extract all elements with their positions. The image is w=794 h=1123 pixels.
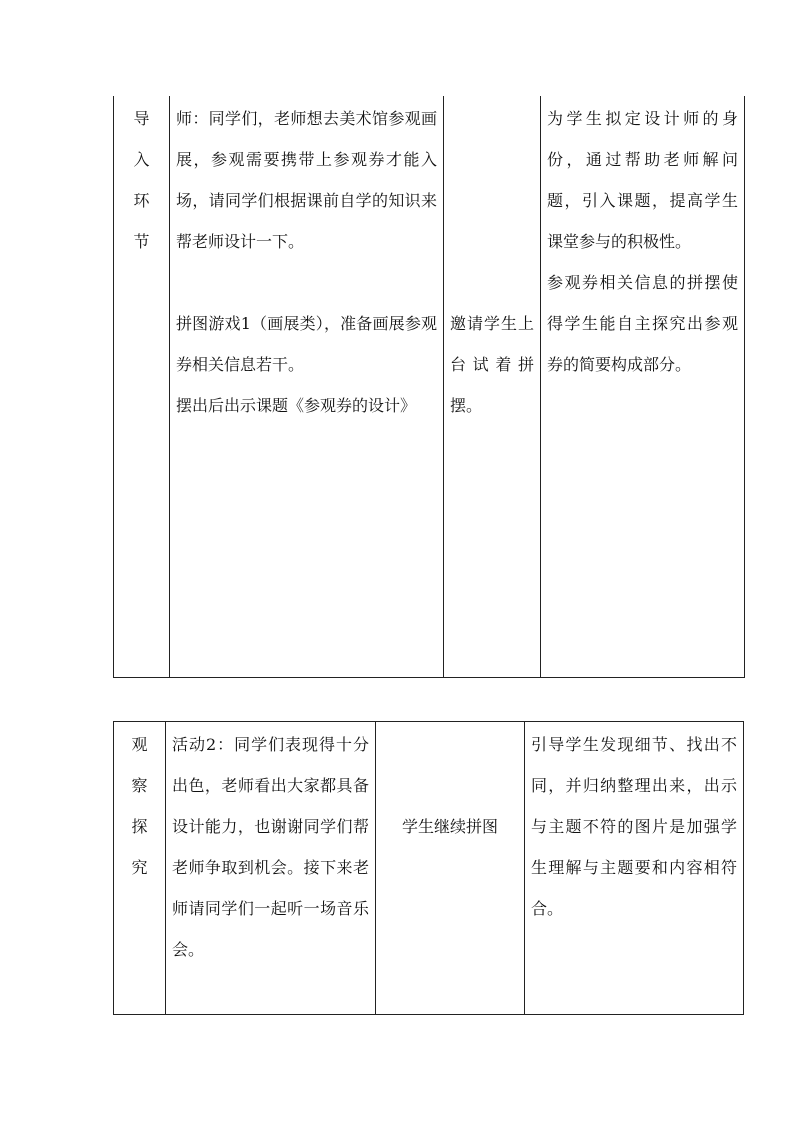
design-intent-text: 引导学生发现细节、找出不同，并归纳整理出来，出示与主题不符的图片是加强学生理解与主题要和内容相符合。 — [531, 735, 737, 918]
teacher-activity-text: 活动2：同学们表现得十分出色，老师看出大家都具备设计能力，也谢谢同学们帮老师争取到机会。接下来老师请同学们一起听一场音乐会。 — [172, 735, 369, 959]
design-intent-text: 为学生拟定设计师的身份，通过帮助老师解问题，引入课题，提高学生课堂参与的积极性。 — [547, 109, 738, 251]
teacher-activity-cell — [166, 722, 376, 1015]
design-intent-text: 参观券相关信息的拼摆使得学生能自主探究出参观券的简要构成部分。 — [547, 273, 738, 374]
table-row — [114, 96, 745, 678]
stage-cell — [114, 722, 166, 1015]
stage-char: 导 — [133, 109, 150, 128]
stage-label — [120, 98, 163, 262]
lesson-table-intro — [113, 96, 745, 678]
spacer — [176, 262, 437, 303]
stage-char: 观 — [131, 735, 148, 754]
student-activity-text: 学生继续拼图 — [401, 817, 498, 836]
student-activity-cell — [376, 722, 525, 1015]
lesson-table-observe — [113, 721, 744, 1015]
stage-char: 探 — [131, 817, 148, 836]
design-intent-cell — [525, 722, 744, 1015]
stage-char: 察 — [131, 776, 148, 795]
teacher-activity-text: 摆出后出示课题《参观券的设计》 — [176, 396, 417, 415]
stage-label — [120, 724, 159, 888]
teacher-activity-cell — [170, 96, 444, 678]
teacher-activity-text: 师：同学们，老师想去美术馆参观画展，参观需要携带上参观券才能入场，请同学们根据课前自学的知识来帮老师设计一下。 — [176, 109, 437, 251]
table-row — [114, 722, 744, 1015]
student-activity-text: 邀请学生上台试着拼摆。 — [450, 314, 534, 415]
stage-char: 环 — [133, 191, 150, 210]
stage-char: 节 — [133, 232, 150, 251]
stage-cell — [114, 96, 170, 678]
stage-char: 入 — [133, 150, 150, 169]
design-intent-cell — [541, 96, 745, 678]
stage-char: 究 — [131, 858, 148, 877]
student-activity-cell — [444, 96, 541, 678]
teacher-activity-text: 拼图游戏1（画展类），准备画展参观券相关信息若干。 — [176, 314, 437, 374]
